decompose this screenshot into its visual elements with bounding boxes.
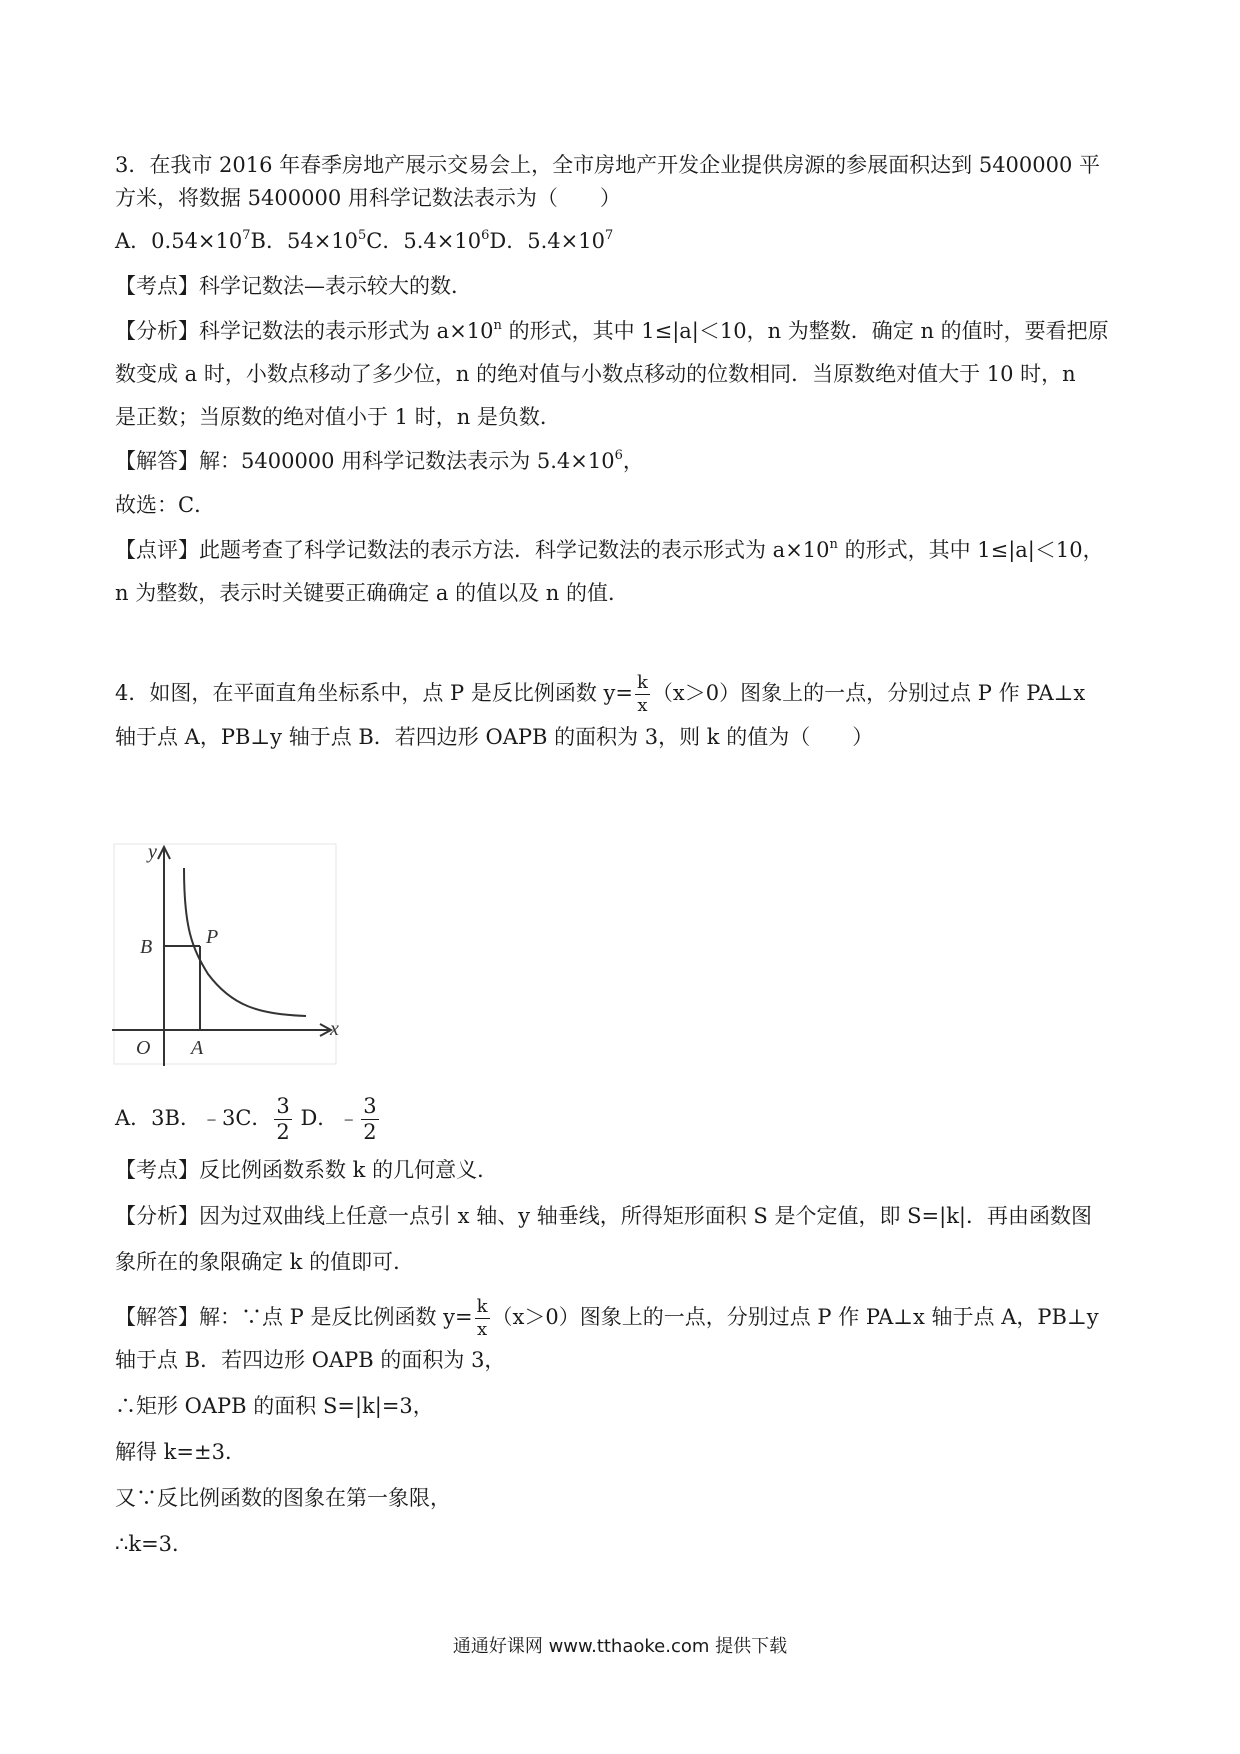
q4-option-a: A．3 bbox=[115, 1106, 165, 1130]
q3-option-a-exp: 7 bbox=[242, 228, 251, 243]
q4-option-c-fraction bbox=[274, 1096, 291, 1143]
q4-jieda-fraction bbox=[475, 1298, 490, 1339]
page-footer: 通通好课网 www.tthaoke.com 提供下载 bbox=[452, 1636, 788, 1657]
q4-stem-frac-den: x bbox=[637, 695, 648, 716]
q4-option-d-num: 3 bbox=[363, 1094, 377, 1118]
q3-fenxi-exp: n bbox=[493, 318, 502, 333]
q4-option-c-label: C． bbox=[235, 1106, 273, 1130]
q4-jieda-line-2: 轴于点 B．若四边形 OAPB 的面积为 3， bbox=[115, 1348, 506, 1372]
q3-jieda-exp: 6 bbox=[614, 448, 623, 463]
q3-dianping-text-b: 的形式，其中 1≤|a|＜10， bbox=[837, 538, 1104, 562]
q4-stem-text-a: 4．如图，在平面直角坐标系中，点 P 是反比例函数 y= bbox=[115, 681, 633, 705]
q4-option-b: B．﹣3 bbox=[164, 1106, 236, 1130]
q4-jieda-text-b: （x＞0）图象上的一点，分别过点 P 作 PA⊥x 轴于点 A，PB⊥y bbox=[491, 1305, 1099, 1329]
label-p: P bbox=[206, 926, 219, 948]
q3-stem-line-1: 3．在我市 2016 年春季房地产展示交易会上，全市房地产开发企业提供房源的参展面积达到 5400000 平 bbox=[115, 153, 1101, 177]
q3-jieda-text-a: 【解答】解：5400000 用科学记数法表示为 5.4×10 bbox=[115, 449, 615, 473]
q4-stem-fraction bbox=[635, 674, 650, 715]
q3-fenxi-line-3: 是正数；当原数的绝对值小于 1 时，n 是负数． bbox=[115, 405, 561, 429]
q4-stem-line-1 bbox=[115, 674, 1085, 715]
label-o: O bbox=[136, 1037, 151, 1059]
q3-option-d-exp: 7 bbox=[604, 228, 614, 243]
q4-jieda-line-1 bbox=[115, 1298, 1099, 1339]
q4-jieda-line-3: ∴矩形 OAPB 的面积 S=|k|=3， bbox=[115, 1394, 434, 1418]
q3-option-b-base: 54×10 bbox=[286, 229, 359, 253]
q3-option-a-label: A． bbox=[115, 229, 152, 253]
q3-options bbox=[115, 226, 613, 256]
q4-jieda-line-6: ∴k=3． bbox=[115, 1532, 194, 1556]
q4-jieda-line-5: 又∵反比例函数的图象在第一象限， bbox=[115, 1486, 451, 1510]
label-y: y bbox=[148, 841, 157, 863]
q3-stem-line-2: 方米，将数据 5400000 用科学记数法表示为（ ） bbox=[115, 186, 621, 210]
q3-dianping-exp: n bbox=[829, 537, 838, 552]
q4-jieda-frac-den: x bbox=[477, 1319, 488, 1340]
q3-dianping-line-1 bbox=[115, 535, 1104, 565]
q4-fenxi-line-2: 象所在的象限确定 k 的值即可． bbox=[115, 1250, 415, 1274]
label-a: A bbox=[191, 1037, 204, 1059]
q4-option-d-den: 2 bbox=[363, 1120, 377, 1144]
q4-kaodian: 【考点】反比例函数系数 k 的几何意义． bbox=[115, 1158, 499, 1182]
q4-options bbox=[115, 1096, 381, 1143]
q4-jieda-text-a: 【解答】解：∵点 P 是反比例函数 y= bbox=[115, 1305, 473, 1329]
q4-option-d-label: D．﹣ bbox=[293, 1106, 360, 1130]
q3-option-b-label: B． bbox=[250, 229, 287, 253]
q4-option-c-num: 3 bbox=[276, 1094, 290, 1118]
label-b: B bbox=[140, 936, 153, 958]
label-x: x bbox=[330, 1018, 339, 1040]
q4-stem-line-2: 轴于点 A，PB⊥y 轴于点 B．若四边形 OAPB 的面积为 3，则 k 的值为（ ） bbox=[115, 725, 874, 749]
q3-option-a-base: 0.54×10 bbox=[151, 229, 243, 253]
q4-stem-text-b: （x＞0）图象上的一点，分别过点 P 作 PA⊥x bbox=[651, 681, 1086, 705]
q3-fenxi-line-1 bbox=[115, 316, 1109, 346]
q4-stem-frac-num: k bbox=[636, 672, 648, 693]
q3-fenxi-text-a: 【分析】科学记数法的表示形式为 a×10 bbox=[115, 319, 494, 343]
q3-fenxi-text-b: 的形式，其中 1≤|a|＜10，n 为整数．确定 n 的值时，要看把原 bbox=[501, 319, 1109, 343]
q4-option-c-den: 2 bbox=[276, 1120, 290, 1144]
q3-option-d-base: 5.4×10 bbox=[527, 229, 605, 253]
q4-jieda-line-4: 解得 k=±3． bbox=[115, 1440, 246, 1464]
q3-option-c-label: C． bbox=[366, 229, 404, 253]
q3-option-c-exp: 6 bbox=[481, 228, 490, 243]
q3-jieda-text-b: ， bbox=[622, 449, 644, 473]
q3-option-b-exp: 5 bbox=[358, 228, 367, 243]
hyperbola-graph bbox=[110, 838, 342, 1070]
q3-option-d-label: D． bbox=[489, 229, 528, 253]
q4-jieda-frac-num: k bbox=[476, 1296, 488, 1317]
q3-jieda bbox=[115, 446, 644, 476]
q3-dianping-line-2: n 为整数，表示时关键要正确确定 a 的值以及 n 的值． bbox=[115, 581, 629, 605]
q3-option-c-base: 5.4×10 bbox=[403, 229, 482, 253]
q3-fenxi-line-2: 数变成 a 时，小数点移动了多少位，n 的绝对值与小数点移动的位数相同．当原数绝对值大于 10 时，n bbox=[115, 362, 1076, 386]
q3-guxuan: 故选：C． bbox=[115, 493, 216, 517]
q4-option-d-fraction bbox=[361, 1096, 378, 1143]
q3-kaodian: 【考点】科学记数法—表示较大的数． bbox=[115, 274, 472, 298]
q3-dianping-text-a: 【点评】此题考查了科学记数法的表示方法．科学记数法的表示形式为 a×10 bbox=[115, 538, 830, 562]
q4-fenxi-line-1: 【分析】因为过双曲线上任意一点引 x 轴、y 轴垂线，所得矩形面积 S 是个定值，即 S=|k|．再由函数图 bbox=[115, 1204, 1092, 1228]
